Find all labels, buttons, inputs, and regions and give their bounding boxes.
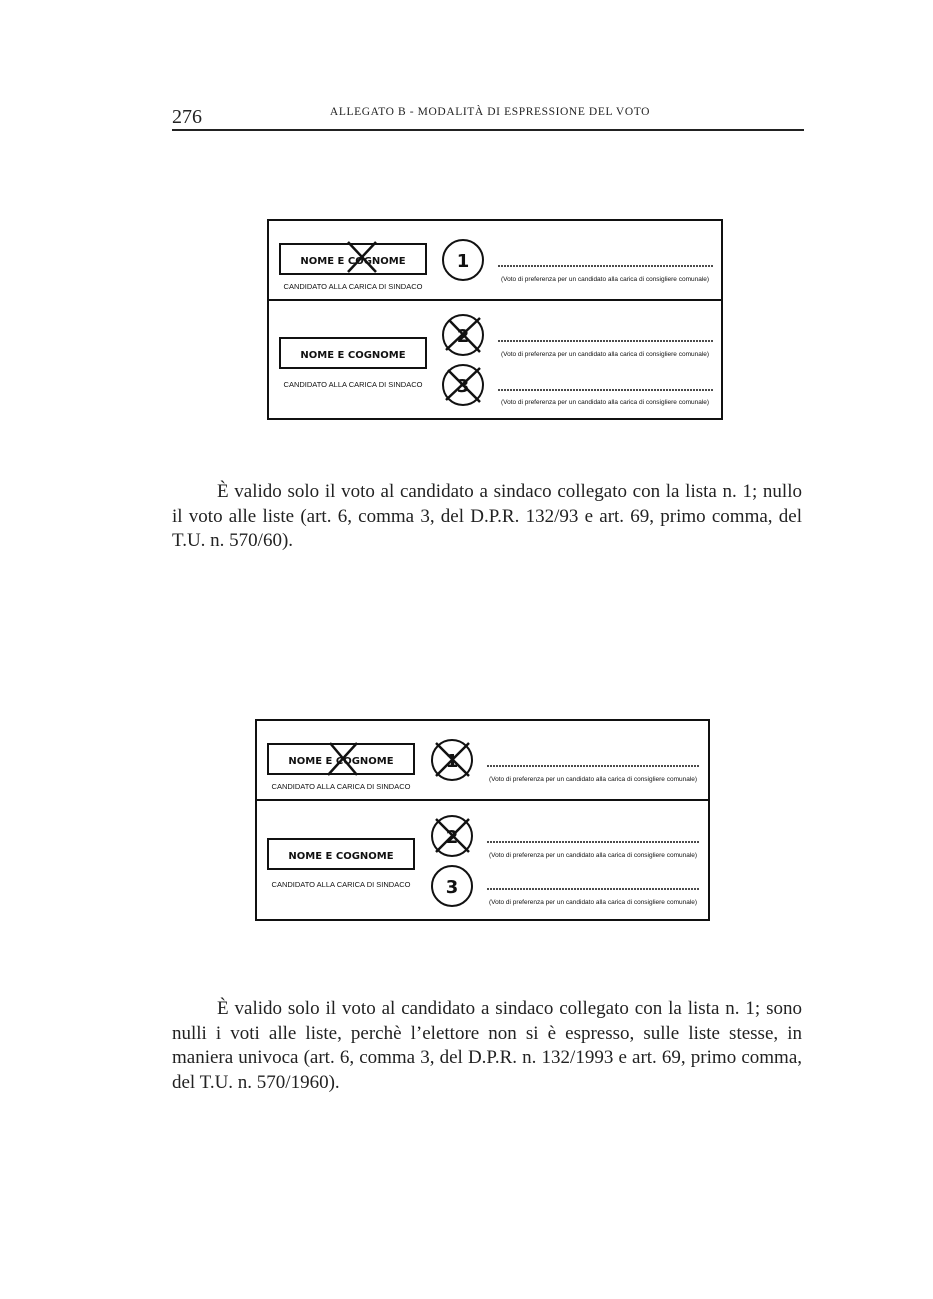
- svg-text:(Voto di preferenza per un can: (Voto di preferenza per un candidato alla carica di consigliere comunale): [488, 899, 698, 906]
- svg-text:(Voto di preferenza per un can: (Voto di preferenza per un candidato alla carica di consigliere comunale): [500, 399, 710, 406]
- page-number: 276: [172, 106, 202, 128]
- svg-text:NOME E COGNOME: NOME E COGNOME: [300, 350, 406, 361]
- svg-text:1: 1: [456, 251, 470, 272]
- paragraph-1: È valido solo il voto al candidato a sindaco collegato con la lista n. 1; nullo il voto alle liste (art. 6, comma 3, del D.P.R. 132/93 e art. 69, primo comma, del T.U. n. 570/60).: [172, 481, 802, 551]
- svg-text:(Voto di preferenza per un can: (Voto di preferenza per un candidato alla carica di consigliere comunale): [500, 351, 710, 358]
- svg-text:3: 3: [445, 877, 459, 898]
- svg-text:(Voto di preferenza per un can: (Voto di preferenza per un candidato alla carica di consigliere comunale): [488, 776, 698, 783]
- svg-text:3: 3: [456, 376, 470, 397]
- svg-text:NOME E COGNOME: NOME E COGNOME: [288, 851, 394, 862]
- ballot-1: [268, 220, 722, 419]
- svg-text:NOME E COGNOME: NOME E COGNOME: [288, 756, 394, 767]
- ballot-2: [256, 720, 709, 920]
- svg-text:1: 1: [445, 751, 459, 772]
- svg-text:(Voto di preferenza per un can: (Voto di preferenza per un candidato alla carica di consigliere comunale): [488, 852, 698, 859]
- svg-text:(Voto di preferenza per un can: (Voto di preferenza per un candidato alla carica di consigliere comunale): [500, 276, 710, 283]
- svg-text:CANDIDATO ALLA CARICA DI SINDA: CANDIDATO ALLA CARICA DI SINDACO: [283, 282, 423, 291]
- running-title: ALLEGATO B - MODALITÀ DI ESPRESSIONE DEL VOTO: [329, 106, 651, 118]
- svg-text:2: 2: [445, 827, 459, 848]
- svg-text:NOME E COGNOME: NOME E COGNOME: [300, 256, 406, 267]
- svg-text:CANDIDATO ALLA CARICA DI SINDA: CANDIDATO ALLA CARICA DI SINDACO: [271, 782, 411, 791]
- svg-text:2: 2: [456, 326, 470, 347]
- svg-text:CANDIDATO ALLA CARICA DI SINDA: CANDIDATO ALLA CARICA DI SINDACO: [283, 380, 423, 389]
- svg-text:CANDIDATO ALLA CARICA DI SINDA: CANDIDATO ALLA CARICA DI SINDACO: [271, 880, 411, 889]
- paragraph-2: È valido solo il voto al candidato a sindaco collegato con la lista n. 1; sono nulli i voti alle liste, perchè l’elettore non si è espresso, sulle liste stesse, in maniera univoca (art. 6, comma 3, del D.P.R. n. 132/1993 e art. 69, primo comma, del T.U. n. 570/1960).: [172, 998, 802, 1093]
